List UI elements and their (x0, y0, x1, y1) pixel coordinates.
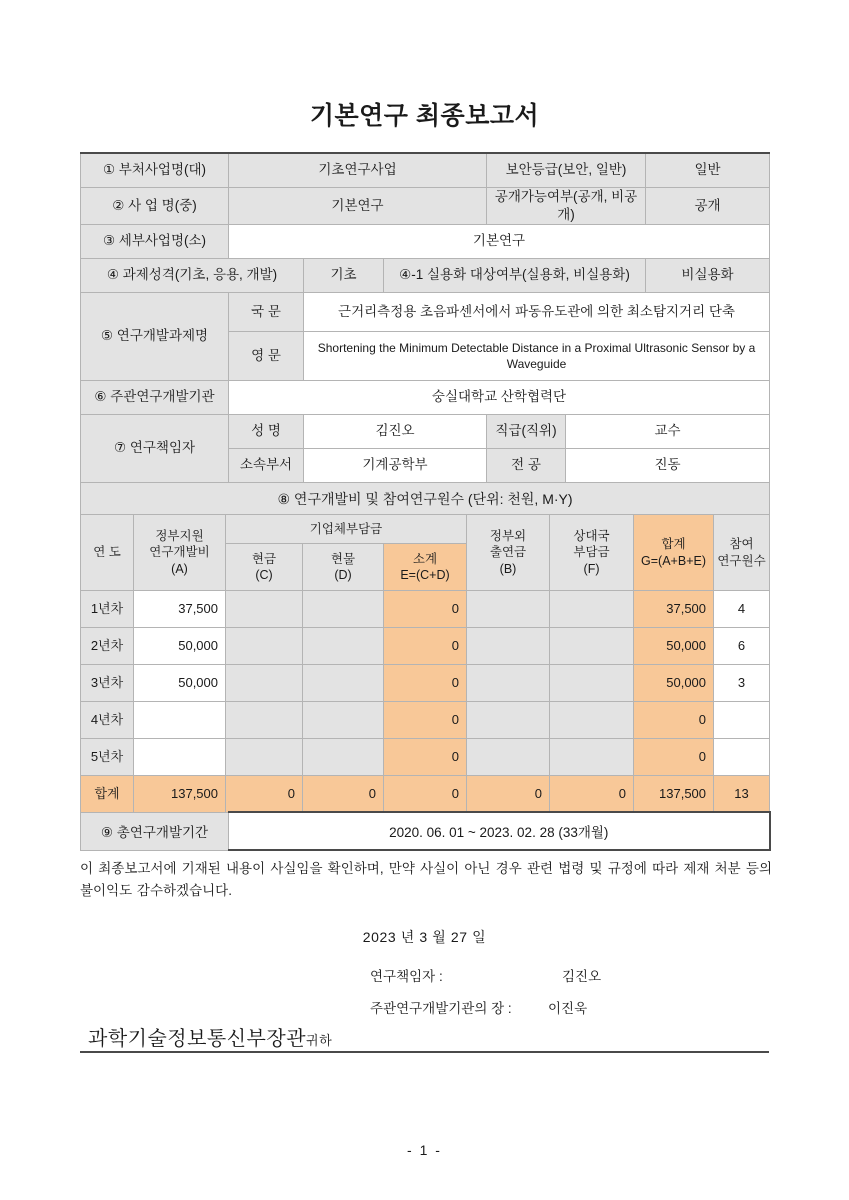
th-inkind-line2: (D) (334, 568, 352, 582)
th-total-line2: G=(A+B+E) (641, 553, 706, 568)
row-gov-support: 50,000 (134, 665, 226, 702)
total-gov-support: 137,500 (134, 776, 226, 813)
th-nongov-line2: 출연금 (489, 545, 527, 560)
row-year: 5년차 (81, 739, 134, 776)
row-subtotal: 0 (384, 702, 467, 739)
security-level-label: 보안등급(보안, 일반) (487, 153, 646, 187)
total-partner: 0 (550, 776, 634, 813)
page-number: - 1 - (407, 1142, 442, 1158)
pi-dept-value: 기계공학부 (304, 448, 487, 482)
row-subtotal: 0 (384, 739, 467, 776)
th-year: 연 도 (81, 515, 134, 591)
table-row (81, 628, 770, 665)
project-title-label: ⑤ 연구개발과제명 (81, 292, 229, 380)
th-nongov-line1: 정부외 (489, 529, 527, 544)
english-title-value: Shortening the Minimum Detectable Distance in a Proximal Ultrasonic Sensor by a Waveguide (304, 331, 770, 380)
commercialization-value: 비실용화 (646, 258, 770, 292)
budget-header-row-1 (81, 515, 770, 544)
row-subtotal: 0 (384, 591, 467, 628)
pi-position-label: 직급(직위) (487, 414, 566, 448)
pi-signature-name: 김진오 (562, 969, 602, 984)
row-researchers (714, 702, 770, 739)
row-inkind (303, 628, 384, 665)
row-inkind (303, 739, 384, 776)
ministry-program-value: 기초연구사업 (229, 153, 487, 187)
row-total: 50,000 (634, 628, 714, 665)
row-nongov (467, 702, 550, 739)
project-info-table (80, 152, 770, 517)
row-total: 0 (634, 739, 714, 776)
row-gov-support (134, 739, 226, 776)
budget-table (80, 514, 770, 813)
english-title-label: 영 문 (229, 331, 304, 380)
row-year: 1년차 (81, 591, 134, 628)
table-row (81, 812, 770, 850)
th-company-group: 기업체부담금 (226, 515, 467, 544)
minister-suffix: 귀하 (306, 1033, 333, 1048)
host-institution-value: 숭실대학교 산학협력단 (229, 380, 770, 414)
th-total-line1: 합계 (661, 537, 686, 552)
research-period-table (80, 811, 771, 851)
row-gov-support (134, 702, 226, 739)
th-nongov (467, 515, 550, 591)
table-row (81, 153, 770, 187)
th-gov-support (134, 515, 226, 591)
th-gov-support-line3: (A) (171, 561, 188, 576)
sub-program-value: 기본연구 (229, 224, 770, 258)
table-row (81, 224, 770, 258)
th-partner-line1: 상대국 (573, 529, 610, 544)
th-partner (550, 515, 634, 591)
row-partner (550, 739, 634, 776)
institution-signature-name: 이진욱 (548, 1001, 588, 1016)
bottom-divider (80, 1051, 769, 1053)
th-nongov-line3: (B) (499, 561, 517, 576)
budget-section-title: ⑧ 연구개발비 및 참여연구원수 (단위: 천원, M·Y) (81, 482, 770, 516)
row-cash (226, 591, 303, 628)
row-partner (550, 702, 634, 739)
row-inkind (303, 665, 384, 702)
table-row (81, 187, 770, 224)
th-partner-line2: 부담금 (573, 545, 610, 560)
pi-dept-label: 소속부서 (229, 448, 304, 482)
budget-total-row (81, 776, 770, 813)
project-type-value: 기초 (304, 258, 384, 292)
th-subtotal-line1: 소계 (412, 551, 438, 566)
th-cash-line2: (C) (255, 568, 273, 582)
row-nongov (467, 739, 550, 776)
total-cash: 0 (226, 776, 303, 813)
pi-name-value: 김진오 (304, 414, 487, 448)
disclosure-label: 공개가능여부(공개, 비공개) (487, 187, 646, 224)
security-level-value: 일반 (646, 153, 770, 187)
minister-addressee (88, 1022, 332, 1051)
th-inkind (303, 544, 384, 591)
total-total: 137,500 (634, 776, 714, 813)
row-researchers: 3 (714, 665, 770, 702)
signature-date: 2023 년 3 월 27 일 (362, 929, 487, 945)
row-partner (550, 628, 634, 665)
row-cash (226, 628, 303, 665)
th-inkind-line1: 현물 (330, 551, 356, 566)
th-researchers-line1: 참여 (729, 537, 754, 552)
table-row (81, 258, 770, 292)
research-period-label: ⑨ 총연구개발기간 (81, 812, 229, 850)
row-cash (226, 702, 303, 739)
disclosure-value: 공개 (646, 187, 770, 224)
row-researchers: 6 (714, 628, 770, 665)
row-nongov (467, 591, 550, 628)
pi-position-value: 교수 (566, 414, 770, 448)
row-partner (550, 665, 634, 702)
row-researchers: 4 (714, 591, 770, 628)
row-partner (550, 591, 634, 628)
row-year: 2년차 (81, 628, 134, 665)
th-gov-support-line1: 정부지원 (155, 529, 204, 544)
row-inkind (303, 591, 384, 628)
row-nongov (467, 628, 550, 665)
total-inkind: 0 (303, 776, 384, 813)
row-total: 0 (634, 702, 714, 739)
korean-title-value: 근거리측정용 초음파센서에서 파동유도관에 의한 최소탐지거리 단축 (304, 292, 770, 331)
row-subtotal: 0 (384, 665, 467, 702)
row-gov-support: 37,500 (134, 591, 226, 628)
project-type-label: ④ 과제성격(기초, 응용, 개발) (81, 258, 304, 292)
row-cash (226, 739, 303, 776)
program-name-label: ② 사 업 명(중) (81, 187, 229, 224)
sub-program-label: ③ 세부사업명(소) (81, 224, 229, 258)
institution-signature-label: 주관연구개발기관의 장 : (370, 1001, 512, 1016)
research-period-value: 2020. 06. 01 ~ 2023. 02. 28 (33개월) (229, 812, 770, 850)
row-subtotal: 0 (384, 628, 467, 665)
table-row (81, 380, 770, 414)
row-nongov (467, 665, 550, 702)
pi-section-label: ⑦ 연구책임자 (81, 414, 229, 482)
total-row-label: 합계 (81, 776, 134, 813)
total-subtotal: 0 (384, 776, 467, 813)
page-title: 기본연구 최종보고서 (309, 102, 540, 130)
pi-signature-label: 연구책임자 : (370, 969, 443, 984)
table-row (81, 665, 770, 702)
row-year: 3년차 (81, 665, 134, 702)
declaration-statement: 이 최종보고서에 기재된 내용이 사실임을 확인하며, 만약 사실이 아닌 경우 관련 법령 및 규정에 따라 제재 처분 등의 불이익도 감수하겠습니다. (80, 861, 772, 898)
pi-major-value: 진동 (566, 448, 770, 482)
table-row (81, 591, 770, 628)
th-partner-line3: (F) (583, 561, 600, 576)
table-row (81, 482, 770, 516)
table-row (81, 739, 770, 776)
row-total: 50,000 (634, 665, 714, 702)
th-total (634, 515, 714, 591)
th-subtotal (384, 544, 467, 591)
row-gov-support: 50,000 (134, 628, 226, 665)
total-nongov: 0 (467, 776, 550, 813)
total-researchers: 13 (714, 776, 770, 813)
table-row (81, 292, 770, 331)
row-researchers (714, 739, 770, 776)
ministry-program-label: ① 부처사업명(대) (81, 153, 229, 187)
th-researchers (714, 515, 770, 591)
host-institution-label: ⑥ 주관연구개발기관 (81, 380, 229, 414)
th-subtotal-line2: E=(C+D) (400, 568, 450, 582)
pi-name-label: 성 명 (229, 414, 304, 448)
table-row (81, 414, 770, 448)
row-inkind (303, 702, 384, 739)
minister-title: 과학기술정보통신부장관 (88, 1028, 307, 1050)
korean-title-label: 국 문 (229, 292, 304, 331)
row-year: 4년차 (81, 702, 134, 739)
row-total: 37,500 (634, 591, 714, 628)
table-row (81, 702, 770, 739)
th-gov-support-line2: 연구개발비 (149, 545, 210, 560)
program-name-value: 기본연구 (229, 187, 487, 224)
pi-major-label: 전 공 (487, 448, 566, 482)
commercialization-label: ④-1 실용화 대상여부(실용화, 비실용화) (384, 258, 646, 292)
row-cash (226, 665, 303, 702)
th-cash (226, 544, 303, 591)
th-researchers-line2: 연구원수 (717, 553, 766, 568)
th-cash-line1: 현금 (251, 551, 277, 566)
